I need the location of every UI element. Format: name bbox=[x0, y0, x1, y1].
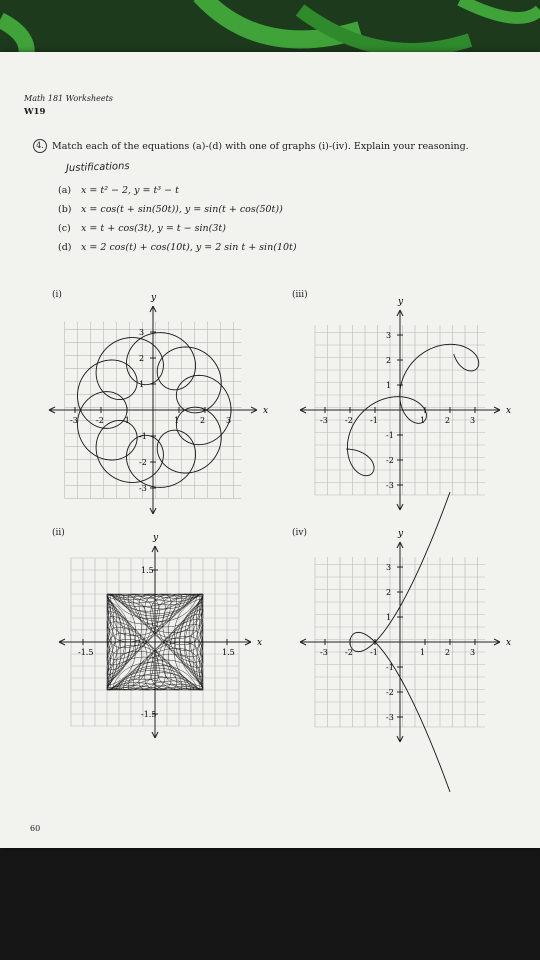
y-axis-label: y bbox=[398, 529, 404, 539]
equation-text: x = 2 cos(t) + cos(10t), y = 2 sin t + sin(10t) bbox=[81, 242, 297, 253]
x-axis-label: x bbox=[257, 638, 263, 648]
y-tick-label: 1 bbox=[139, 380, 145, 389]
y-axis-label: y bbox=[151, 293, 157, 303]
equation-b bbox=[58, 204, 283, 215]
question-number: 4. bbox=[33, 139, 47, 153]
equation-text: x = cos(t + sin(50t)), y = sin(t + cos(50t)) bbox=[81, 204, 283, 215]
graph-iii-label: (iii) bbox=[292, 290, 308, 300]
x-tick-label: 1 bbox=[420, 648, 426, 657]
graph-iv bbox=[300, 529, 525, 750]
x-tick-label: -3 bbox=[320, 648, 328, 657]
y-tick-label: 2 bbox=[386, 588, 392, 597]
worksheet-title: Math 181 Worksheets bbox=[24, 94, 113, 103]
x-tick-label: -3 bbox=[320, 416, 328, 425]
page-number: 60 bbox=[30, 824, 41, 833]
y-tick-label: -2 bbox=[386, 688, 394, 697]
background-dark bbox=[0, 848, 540, 960]
y-tick-label: -1 bbox=[386, 663, 394, 672]
y-tick-label: -3 bbox=[386, 481, 394, 490]
x-tick-label: 3 bbox=[470, 416, 476, 425]
x-tick-label: 2 bbox=[200, 416, 206, 425]
equation-label: (b) bbox=[58, 204, 72, 215]
x-axis-label: x bbox=[263, 406, 269, 416]
x-tick-label: 2 bbox=[445, 416, 451, 425]
x-tick-label: -2 bbox=[345, 416, 353, 425]
graph-ii-label: (ii) bbox=[52, 528, 65, 538]
handwritten-note: Justifications bbox=[65, 160, 130, 175]
x-tick-label: -2 bbox=[345, 648, 353, 657]
equation-label: (d) bbox=[58, 242, 72, 253]
graph-ii bbox=[55, 533, 280, 750]
equation-text: x = t² − 2, y = t³ − t bbox=[81, 185, 179, 196]
y-tick-label: -1 bbox=[386, 431, 394, 440]
y-axis-label: y bbox=[153, 533, 159, 543]
x-tick-label: -1.5 bbox=[78, 648, 94, 657]
y-tick-label: -1.5 bbox=[141, 710, 157, 719]
y-tick-label: -3 bbox=[386, 713, 394, 722]
x-tick-label: -3 bbox=[70, 416, 78, 425]
graph-iii bbox=[300, 297, 525, 512]
y-tick-label: -2 bbox=[386, 456, 394, 465]
equation-a bbox=[58, 185, 179, 196]
equation-label: (a) bbox=[58, 185, 72, 196]
y-tick-label: 3 bbox=[386, 563, 392, 572]
y-tick-label: 3 bbox=[386, 331, 392, 340]
x-tick-label: -1 bbox=[122, 416, 130, 425]
worksheet-code: W19 bbox=[24, 107, 46, 117]
x-tick-label: 2 bbox=[445, 648, 451, 657]
x-axis-label: x bbox=[506, 406, 512, 416]
x-tick-label: 3 bbox=[226, 416, 232, 425]
x-tick-label: 3 bbox=[470, 648, 476, 657]
graph-i bbox=[55, 293, 269, 512]
y-tick-label: -1 bbox=[139, 432, 147, 441]
graph-iv-label: (iv) bbox=[292, 528, 307, 538]
x-tick-label: -1 bbox=[370, 648, 378, 657]
x-tick-label: 1 bbox=[174, 416, 180, 425]
graph-i-label: (i) bbox=[52, 290, 62, 300]
y-axis-label: y bbox=[398, 297, 404, 307]
y-tick-label: -3 bbox=[139, 484, 147, 493]
x-tick-label: 1.5 bbox=[222, 648, 235, 657]
question-prompt: Match each of the equations (a)-(d) with one of graphs (i)-(iv). Explain your reasoning. bbox=[52, 141, 469, 152]
x-tick-label: 1 bbox=[420, 416, 426, 425]
x-tick-label: -2 bbox=[96, 416, 104, 425]
y-tick-label: 1 bbox=[386, 613, 392, 622]
equation-text: x = t + cos(3t), y = t − sin(3t) bbox=[81, 223, 226, 234]
equation-d bbox=[58, 242, 297, 253]
y-tick-label: 2 bbox=[139, 354, 145, 363]
equation-c bbox=[58, 223, 226, 234]
x-axis-label: x bbox=[506, 638, 512, 648]
equation-label: (c) bbox=[58, 223, 71, 234]
y-tick-label: 1.5 bbox=[141, 566, 154, 575]
y-tick-label: -2 bbox=[139, 458, 147, 467]
y-tick-label: 3 bbox=[139, 328, 145, 337]
y-tick-label: 2 bbox=[386, 356, 392, 365]
x-tick-label: -1 bbox=[370, 416, 378, 425]
y-tick-label: 1 bbox=[386, 381, 392, 390]
worksheet-page bbox=[0, 52, 540, 848]
